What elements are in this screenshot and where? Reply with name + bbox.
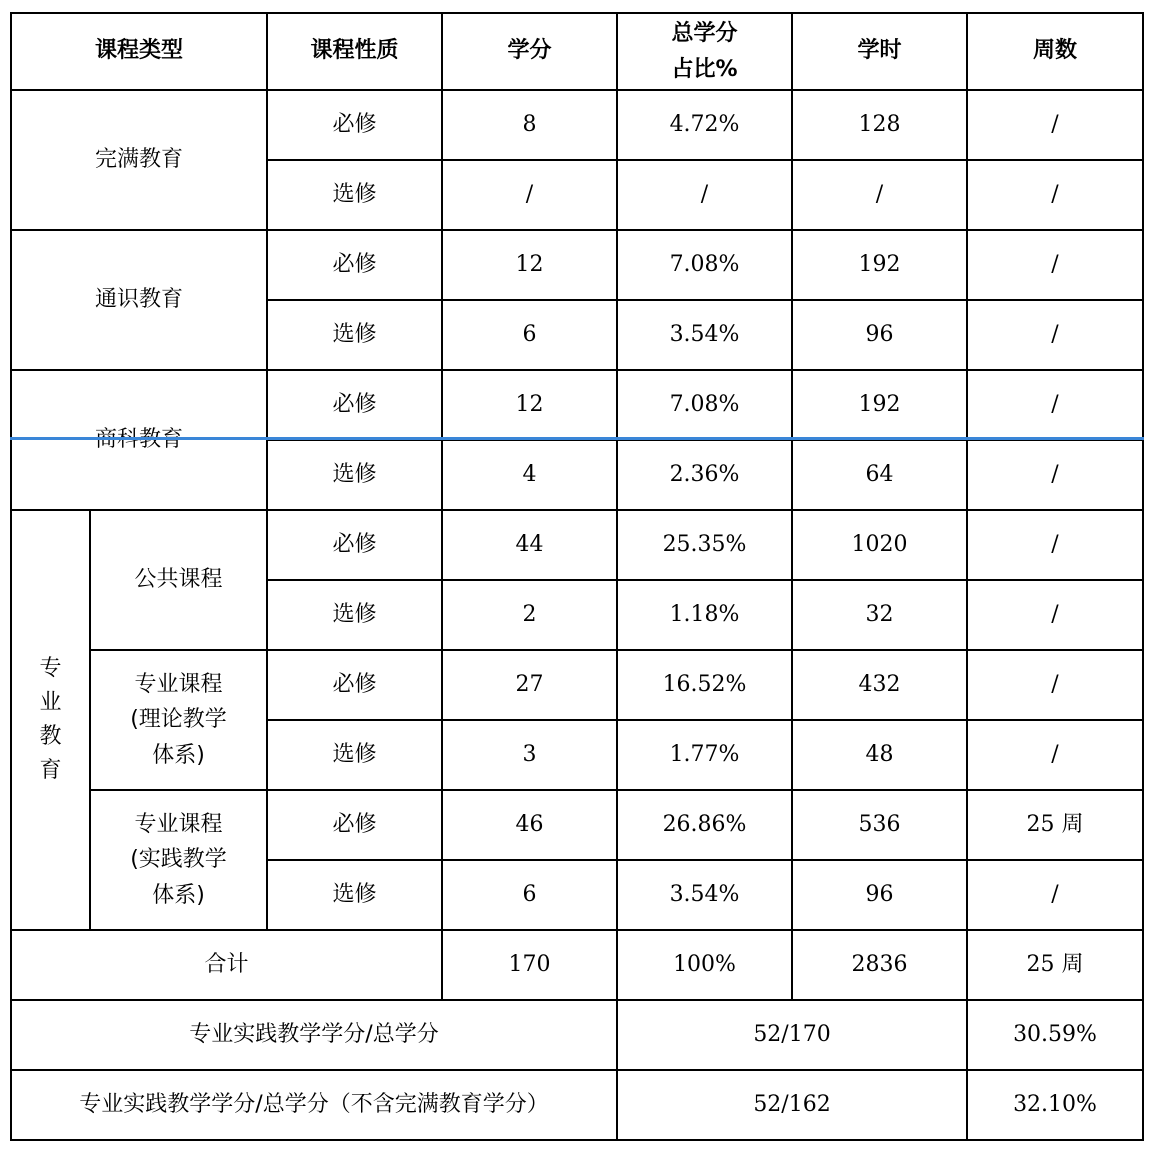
weeks-cell: / <box>967 720 1143 790</box>
nature-cell: 选修 <box>267 440 442 510</box>
category-tongshi: 通识教育 <box>11 230 267 370</box>
category-zhuanye-char: 教 <box>39 724 62 749</box>
table-row <box>11 370 1143 440</box>
weeks-cell: / <box>967 440 1143 510</box>
table-row <box>11 510 1143 580</box>
hours-cell: 96 <box>792 860 967 930</box>
total-credits: 170 <box>442 930 617 1000</box>
total-row <box>11 930 1143 1000</box>
weeks-cell: / <box>967 650 1143 720</box>
hours-cell: 96 <box>792 300 967 370</box>
category-zhuanye-char: 育 <box>39 758 62 784</box>
summary-row <box>11 1000 1143 1070</box>
total-hours: 2836 <box>792 930 967 1000</box>
header-category: 课程类型 <box>11 13 267 90</box>
credits-cell: 46 <box>442 790 617 860</box>
hours-cell: 536 <box>792 790 967 860</box>
ratio-cell: 1.18% <box>617 580 792 650</box>
hours-cell: 192 <box>792 230 967 300</box>
credits-cell: 2 <box>442 580 617 650</box>
weeks-cell: / <box>967 580 1143 650</box>
credits-cell: 6 <box>442 860 617 930</box>
weeks-cell: / <box>967 300 1143 370</box>
credits-cell: 3 <box>442 720 617 790</box>
nature-cell: 必修 <box>267 370 442 440</box>
summary-label: 专业实践教学学分/总学分 <box>11 1000 617 1070</box>
subcategory-shijian-line: 体系) <box>152 882 205 908</box>
category-zhuanye <box>11 510 90 930</box>
nature-cell: 选修 <box>267 160 442 230</box>
subcategory-shijian <box>90 790 267 930</box>
summary-fraction: 52/170 <box>617 1000 967 1070</box>
weeks-cell: / <box>967 230 1143 300</box>
table-row <box>11 790 1143 860</box>
total-ratio: 100% <box>617 930 792 1000</box>
subcategory-shijian-line: (实践教学 <box>130 847 227 873</box>
hours-cell: 48 <box>792 720 967 790</box>
nature-cell: 必修 <box>267 230 442 300</box>
credits-cell: 12 <box>442 230 617 300</box>
credits-cell: 12 <box>442 370 617 440</box>
weeks-cell: / <box>967 160 1143 230</box>
ratio-cell: 3.54% <box>617 860 792 930</box>
category-wanman: 完满教育 <box>11 90 267 230</box>
credits-cell: / <box>442 160 617 230</box>
credits-cell: 8 <box>442 90 617 160</box>
credit-table-container <box>10 12 1144 1141</box>
ratio-cell: 4.72% <box>617 90 792 160</box>
category-zhuanye-char: 专 <box>39 655 62 681</box>
subcategory-shijian-line: 专业课程 <box>134 812 223 838</box>
ratio-cell: 3.54% <box>617 300 792 370</box>
header-ratio <box>617 13 792 90</box>
nature-cell: 选修 <box>267 720 442 790</box>
ratio-cell: 1.77% <box>617 720 792 790</box>
header-row <box>11 13 1143 90</box>
ratio-cell: / <box>617 160 792 230</box>
credits-cell: 27 <box>442 650 617 720</box>
summary-fraction: 52/162 <box>617 1070 967 1140</box>
weeks-cell: / <box>967 370 1143 440</box>
subcategory-gonggong: 公共课程 <box>90 510 267 650</box>
summary-row <box>11 1070 1143 1140</box>
ratio-cell: 25.35% <box>617 510 792 580</box>
summary-percent: 30.59% <box>967 1000 1143 1070</box>
summary-label: 专业实践教学学分/总学分（不含完满教育学分） <box>11 1070 617 1140</box>
weeks-cell: / <box>967 510 1143 580</box>
highlight-line <box>10 437 1144 440</box>
nature-cell: 必修 <box>267 650 442 720</box>
header-weeks: 周数 <box>967 13 1143 90</box>
subcategory-lilun <box>90 650 267 790</box>
ratio-cell: 7.08% <box>617 230 792 300</box>
header-credits: 学分 <box>442 13 617 90</box>
hours-cell: / <box>792 160 967 230</box>
credits-cell: 44 <box>442 510 617 580</box>
credit-table <box>10 12 1144 1141</box>
hours-cell: 1020 <box>792 510 967 580</box>
nature-cell: 必修 <box>267 90 442 160</box>
subcategory-lilun-line: 专业课程 <box>134 672 223 698</box>
weeks-cell: / <box>967 860 1143 930</box>
table-row <box>11 650 1143 720</box>
ratio-cell: 2.36% <box>617 440 792 510</box>
table-row <box>11 90 1143 160</box>
ratio-cell: 26.86% <box>617 790 792 860</box>
category-zhuanye-char: 业 <box>39 689 62 715</box>
hours-cell: 128 <box>792 90 967 160</box>
ratio-cell: 7.08% <box>617 370 792 440</box>
header-ratio-line1: 总学分 <box>671 21 738 47</box>
weeks-cell: 25 周 <box>967 790 1143 860</box>
nature-cell: 必修 <box>267 790 442 860</box>
header-hours: 学时 <box>792 13 967 90</box>
credits-cell: 6 <box>442 300 617 370</box>
hours-cell: 432 <box>792 650 967 720</box>
nature-cell: 选修 <box>267 580 442 650</box>
total-label: 合计 <box>11 930 442 1000</box>
hours-cell: 32 <box>792 580 967 650</box>
table-row <box>11 230 1143 300</box>
subcategory-lilun-line: (理论教学 <box>130 707 227 733</box>
ratio-cell: 16.52% <box>617 650 792 720</box>
category-shangke <box>11 370 267 510</box>
nature-cell: 选修 <box>267 300 442 370</box>
subcategory-lilun-line: 体系) <box>152 742 205 768</box>
nature-cell: 必修 <box>267 510 442 580</box>
hours-cell: 192 <box>792 370 967 440</box>
header-nature: 课程性质 <box>267 13 442 90</box>
summary-percent: 32.10% <box>967 1070 1143 1140</box>
nature-cell: 选修 <box>267 860 442 930</box>
credits-cell: 4 <box>442 440 617 510</box>
header-ratio-line2: 占比% <box>671 56 738 82</box>
hours-cell: 64 <box>792 440 967 510</box>
total-weeks: 25 周 <box>967 930 1143 1000</box>
weeks-cell: / <box>967 90 1143 160</box>
